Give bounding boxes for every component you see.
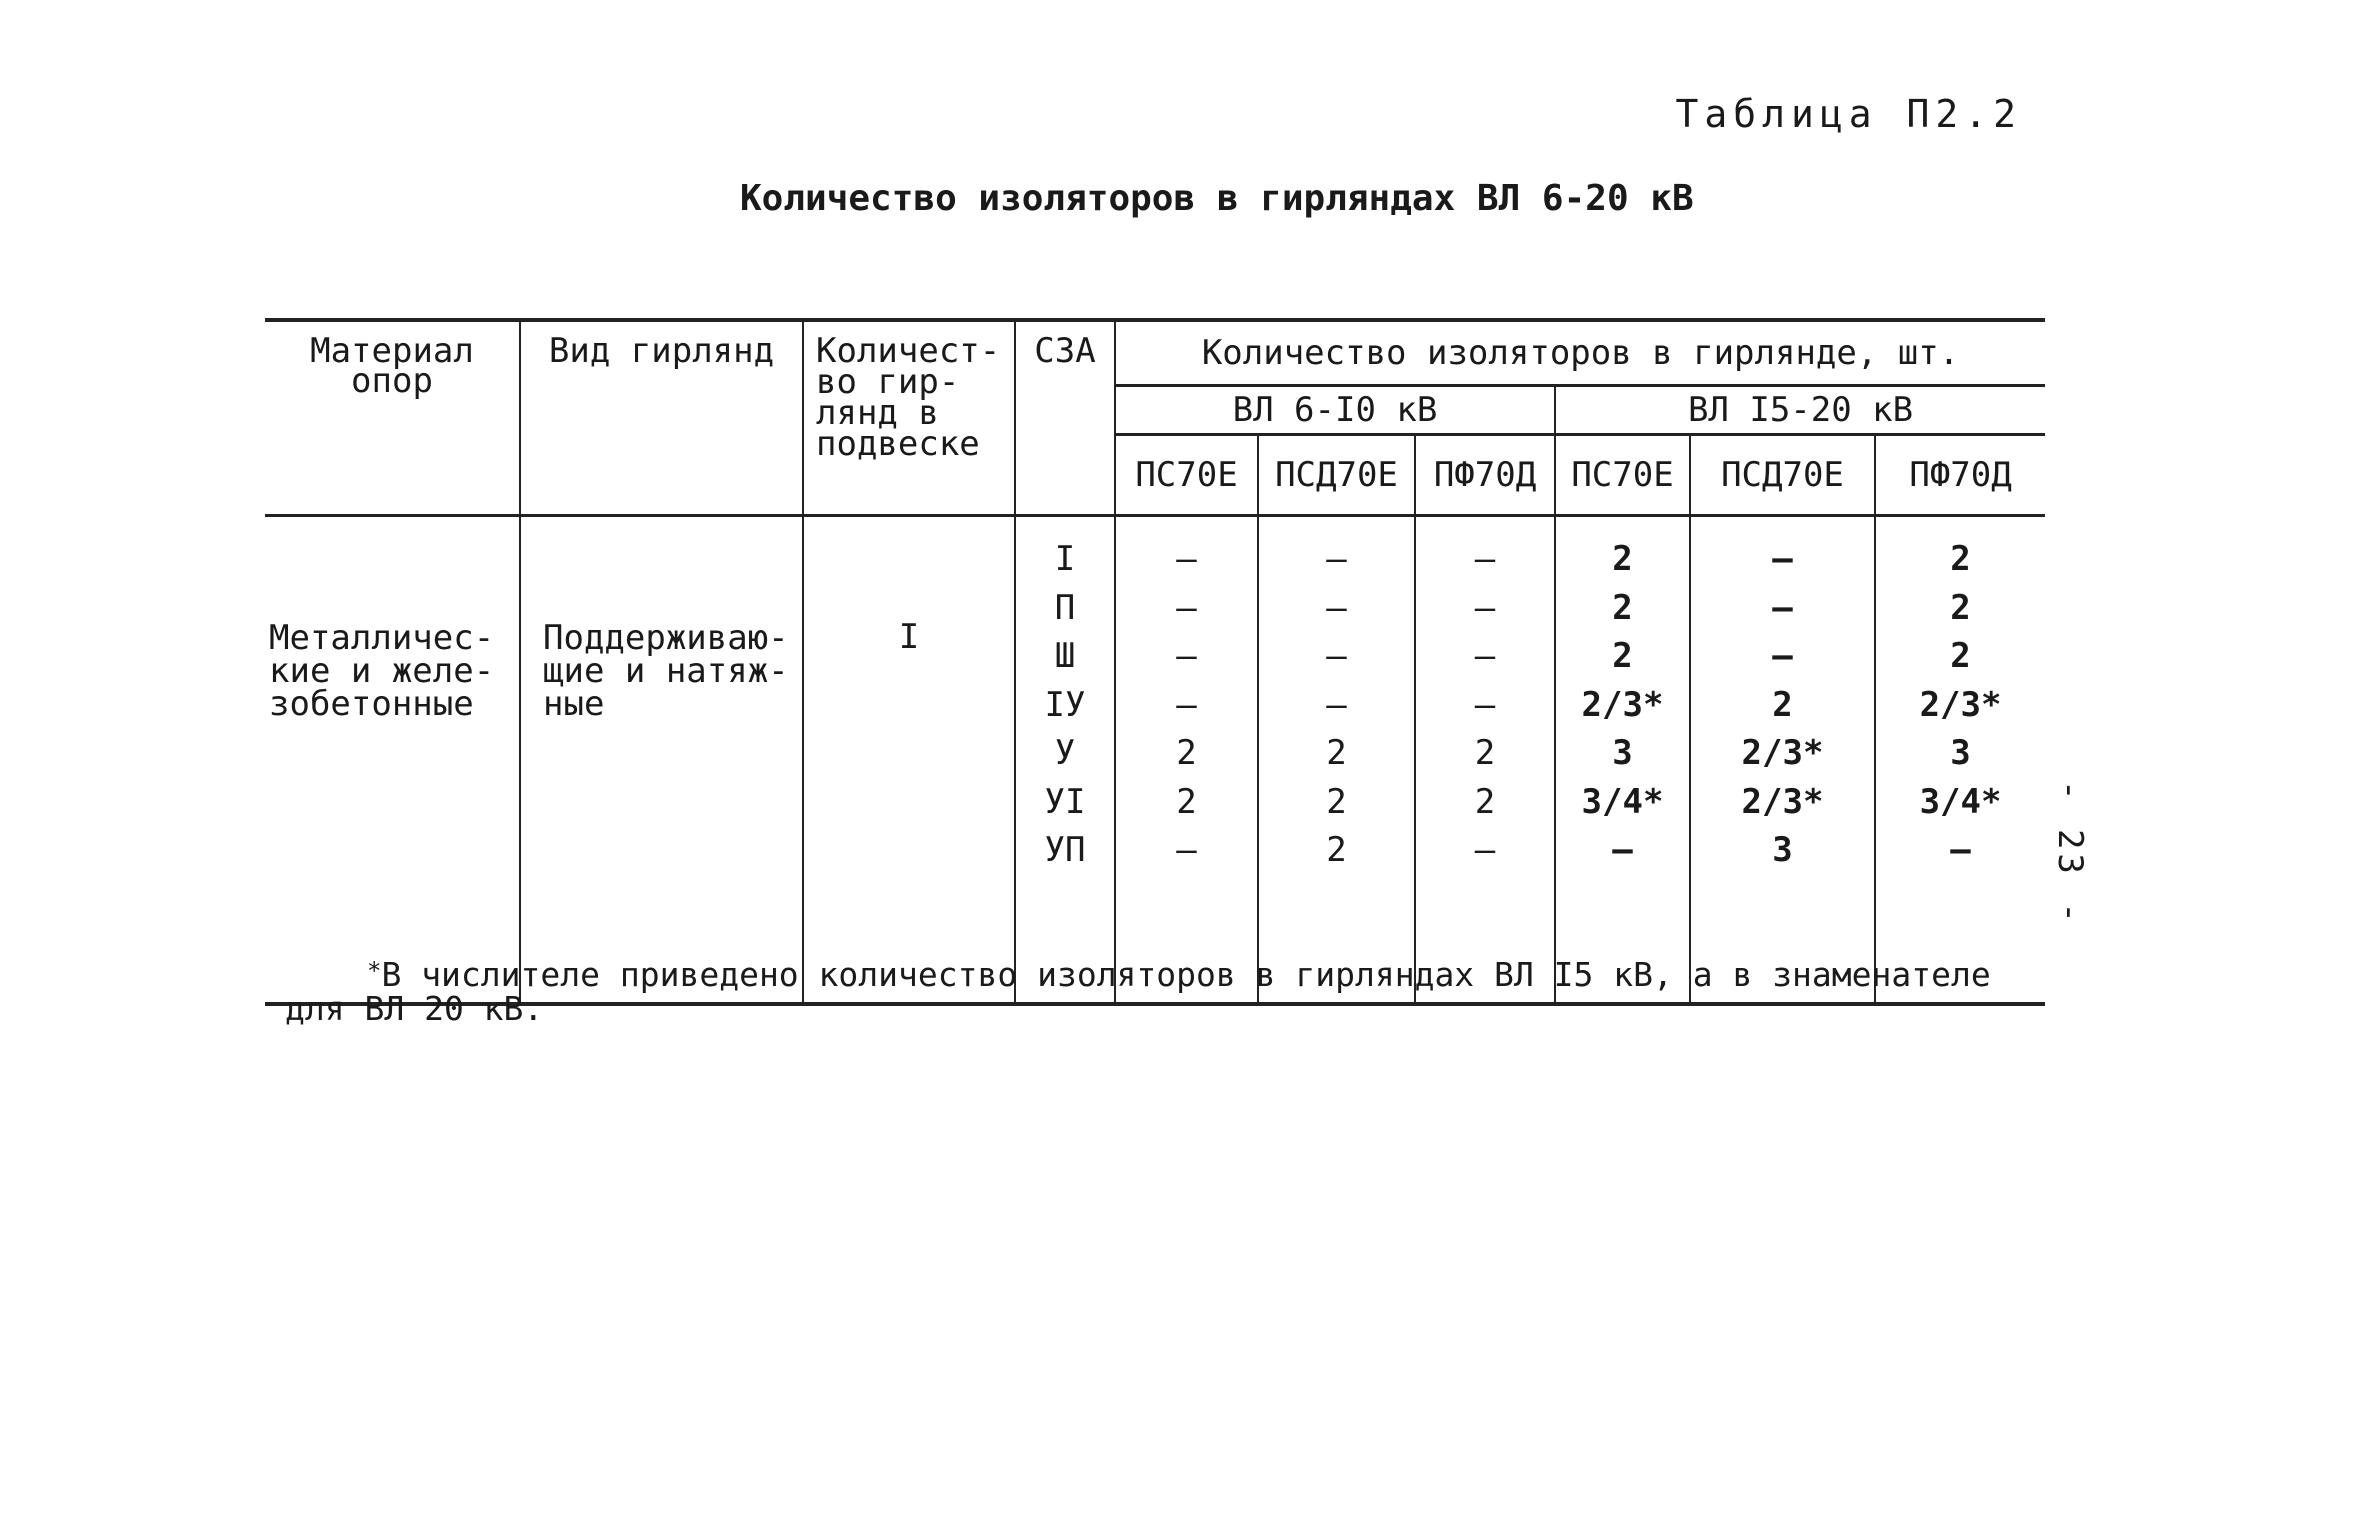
header-type-pf70d-15-20: ПФ70Д	[1875, 435, 2045, 516]
table-value: –	[1772, 539, 1793, 579]
header-sza: СЗА	[1015, 320, 1115, 516]
table-value: –	[1474, 830, 1496, 870]
table-value: 3	[1950, 733, 1971, 773]
header-type-psd70e-6-10: ПСД70Е	[1258, 435, 1415, 516]
table-value: 2	[1612, 587, 1633, 628]
table-value: 2/3*	[1741, 733, 1824, 773]
header-type-ps70e-15-20: ПС70Е	[1555, 435, 1690, 516]
table-value: 3	[1772, 830, 1793, 870]
table-value: 2	[1176, 733, 1197, 773]
header-type-psd70e-15-20: ПСД70Е	[1690, 435, 1875, 516]
header-type-ps70e-6-10: ПС70Е	[1115, 435, 1258, 516]
table-value: 2	[1176, 781, 1197, 822]
cell-sza-column	[1015, 516, 1115, 1005]
table-value: 2	[1612, 636, 1633, 676]
values-ps70e-15-20	[1555, 516, 1690, 1005]
header-garland-type: Вид гирлянд	[520, 320, 803, 516]
table-value: –	[1326, 587, 1347, 628]
sza-value: УП	[1044, 830, 1086, 870]
table-value: –	[1176, 830, 1197, 870]
sza-value: I	[1054, 539, 1076, 579]
footnote-line-1	[285, 955, 2025, 994]
table-value: –	[1474, 636, 1496, 676]
values-psd70e-15-20	[1690, 516, 1875, 1005]
table-value: –	[1326, 636, 1347, 676]
sza-value: П	[1054, 587, 1076, 628]
table-value: 3/4*	[1581, 781, 1664, 822]
table-value: 2	[1950, 587, 1971, 628]
header-insulator-count: Количество изоляторов в гирлянде, шт.	[1115, 320, 2045, 386]
header-vl-6-10: ВЛ 6-I0 кВ	[1115, 386, 1555, 435]
table-value: –	[1474, 684, 1496, 725]
values-pf70d-15-20	[1875, 516, 2045, 1005]
table-value: 2	[1612, 539, 1633, 579]
table-value: –	[1950, 830, 1971, 870]
cell-garland-count: I	[803, 516, 1015, 1005]
cell-garland-type: Поддерживаю- щие и натяж- ные	[520, 516, 803, 1005]
table-label: Таблица П2.2	[1675, 92, 2022, 136]
header-vl-15-20: ВЛ I5-20 кВ	[1555, 386, 2045, 435]
values-ps70e-6-10	[1115, 516, 1258, 1005]
table-value: –	[1772, 636, 1793, 676]
sza-value: IУ	[1044, 684, 1086, 725]
header-garland-count: Количест- во гир- лянд в подвеске	[803, 320, 1015, 516]
table-value: –	[1474, 539, 1496, 579]
cell-material: Металличес- кие и желе- зобетонные	[265, 516, 520, 1005]
table-value: –	[1176, 539, 1197, 579]
sza-value: УI	[1044, 781, 1086, 822]
footnote	[285, 955, 2025, 1028]
insulator-table	[265, 318, 2045, 1006]
table-value: 2	[1772, 684, 1793, 725]
table-value: –	[1772, 587, 1793, 628]
table-value: 2	[1326, 733, 1347, 773]
table-value: –	[1612, 830, 1633, 870]
table-value: 2	[1326, 830, 1347, 870]
table-value: –	[1176, 636, 1197, 676]
table-value: 2/3*	[1919, 684, 2002, 725]
table-value: 2	[1474, 733, 1496, 773]
header-material: Материал опор	[265, 320, 520, 516]
table-value: 3/4*	[1919, 781, 2002, 822]
footnote-text-1: В числителе приведено количество изоляторов в гирляндах ВЛ I5 кВ, а в знаменателе	[381, 955, 1991, 994]
table-value: 2	[1950, 636, 1971, 676]
table-value: 2	[1326, 781, 1347, 822]
sza-value: Ш	[1054, 636, 1076, 676]
table-value: –	[1176, 587, 1197, 628]
values-psd70e-6-10	[1258, 516, 1415, 1005]
table-value: 3	[1612, 733, 1633, 773]
header-type-pf70d-6-10: ПФ70Д	[1415, 435, 1555, 516]
page-number: - 23 -	[2050, 780, 2090, 927]
sza-value: У	[1054, 733, 1076, 773]
table-value: 2	[1474, 781, 1496, 822]
table-value: 2/3*	[1741, 781, 1824, 822]
table-value: –	[1176, 684, 1197, 725]
table-title: Количество изоляторов в гирляндах ВЛ 6-20 кВ	[740, 178, 1694, 219]
table-value: 2	[1950, 539, 1971, 579]
values-pf70d-6-10	[1415, 516, 1555, 1005]
footnote-line-2: для ВЛ 20 кВ.	[285, 989, 544, 1028]
table-value: –	[1474, 587, 1496, 628]
table-value: –	[1326, 539, 1347, 579]
table-value: –	[1326, 684, 1347, 725]
table-value: 2/3*	[1581, 684, 1664, 725]
footnote-marker: *	[367, 957, 382, 985]
